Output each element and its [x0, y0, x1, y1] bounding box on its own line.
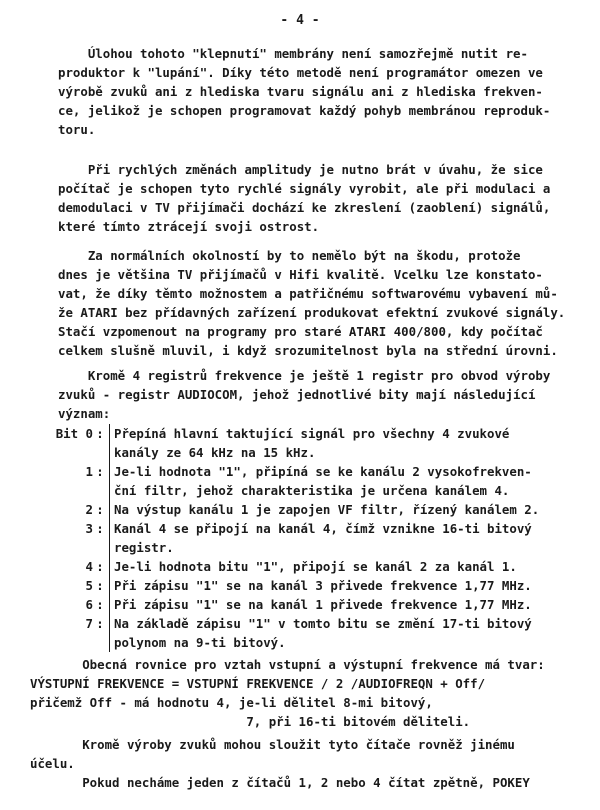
bit-label: 4: [85, 559, 93, 574]
paragraph-4: [58, 366, 558, 423]
bit-description: [109, 557, 554, 576]
text-line: celkem slušně mluvil, i když srozumitelnost byla na střední úrovni.: [58, 343, 558, 358]
paragraph-3: [58, 246, 566, 360]
text-line: výrobě zvuků ani z hlediska tvaru signálu ani z hlediska frekven-: [58, 84, 543, 99]
bit-label: 2: [85, 502, 93, 517]
text-line: vat, že díky těmto možnostem a patřičnému softwarovému vybavení mů-: [58, 286, 558, 301]
text-line: Přepíná hlavní taktující signál pro všechny 4 zvukové: [114, 426, 510, 441]
bit-separator: :: [96, 559, 104, 574]
text-line: Kromě výroby zvuků mohou sloužit tyto čítače rovněž jinému: [30, 737, 515, 752]
bit-description: [109, 595, 554, 614]
bit-row-0: [30, 424, 570, 462]
bit-row-7: [30, 614, 570, 652]
bit-table: [30, 424, 570, 652]
text-line: účelu.: [30, 756, 75, 771]
bit-row-5: [30, 576, 570, 595]
text-line: význam:: [58, 406, 111, 421]
text-line: kanály ze 64 kHz na 15 kHz.: [114, 445, 316, 460]
text-line: zvuků - registr AUDIOCOM, jehož jednotlivé bity mají následující: [58, 387, 536, 402]
text-line: Při zápisu "1" se na kanál 3 přivede frekvence 1,77 MHz.: [114, 578, 532, 593]
text-line: počítač je schopen tyto rychlé signály vyrobit, ale při modulaci a: [58, 181, 551, 196]
bit-separator: :: [96, 502, 104, 517]
text-line: Je-li hodnota "1", připíná se ke kanálu 2 vysokofrekven-: [114, 464, 532, 479]
bit-label: Bit 0: [55, 426, 93, 441]
bit-description: [109, 462, 554, 500]
text-line: ční filtr, jehož charakteristika je určena kanálem 4.: [114, 483, 510, 498]
text-line: Při zápisu "1" se na kanál 1 přivede frekvence 1,77 MHz.: [114, 597, 532, 612]
bit-row-4: [30, 557, 570, 576]
text-line: Při rychlých změnách amplitudy je nutno brát v úvahu, že sice: [58, 162, 543, 177]
bit-row-1: [30, 462, 570, 500]
text-line: Je-li hodnota bitu "1", připojí se kanál 2 za kanál 1.: [114, 559, 517, 574]
bit-label: 6: [85, 597, 93, 612]
paragraph-1: [58, 44, 558, 139]
text-line: Na výstup kanálu 1 je zapojen VF filtr, řízený kanálem 2.: [114, 502, 540, 517]
bit-row-6: [30, 595, 570, 614]
formula-block: [30, 655, 575, 731]
text-line: přičemž Off - má hodnotu 4, je-li dělitel 8-mi bitový,: [30, 695, 433, 710]
text-line: které tímto ztrácejí svoji ostrost.: [58, 219, 320, 234]
paragraph-2: [58, 160, 558, 236]
bit-separator: :: [96, 616, 104, 631]
text-line: Pokud necháme jeden z čítačů 1, 2 nebo 4 čítat zpětně, POKEY: [30, 775, 530, 790]
bit-separator: :: [96, 464, 104, 479]
text-line: Úlohou tohoto "klepnutí" membrány není samozřejmě nutit re-: [58, 46, 528, 61]
formula-line: VÝSTUPNÍ FREKVENCE = VSTUPNÍ FREKVENCE / 2 /AUDIOFREQN + Off/: [30, 676, 486, 691]
bit-description: [109, 519, 554, 557]
bit-label: 3: [85, 521, 93, 536]
bit-row-3: [30, 519, 570, 557]
text-line: produktor k "lupání". Díky této metodě není programátor omezen ve: [58, 65, 543, 80]
page-number: - 4 -: [280, 13, 320, 28]
text-line: že ATARI bez přídavných zařízení produkovat efektní zvukové signály.: [58, 305, 566, 320]
bit-label: 7: [85, 616, 93, 631]
text-line: dnes je většina TV přijímačů v Hifi kvalitě. Vcelku lze konstato-: [58, 267, 543, 282]
text-line: registr.: [114, 540, 174, 555]
text-line: Kromě 4 registrů frekvence je ještě 1 registr pro obvod výroby: [58, 368, 551, 383]
bit-separator: :: [96, 578, 104, 593]
text-line: Obecná rovnice pro vztah vstupní a výstupní frekvence má tvar:: [30, 657, 545, 672]
bit-separator: :: [96, 426, 104, 441]
text-line: Stačí vzpomenout na programy pro staré ATARI 400/800, kdy počítač: [58, 324, 543, 339]
bit-separator: :: [96, 597, 104, 612]
text-line: ce, jelikož je schopen programovat každý pohyb membránou reproduk-: [58, 103, 551, 118]
text-line: toru.: [58, 122, 96, 137]
bit-separator: :: [96, 521, 104, 536]
bit-description: [109, 500, 554, 519]
bit-description: [109, 614, 554, 652]
text-line: Na základě zápisu "1" v tomto bitu se změní 17-ti bitový: [114, 616, 532, 631]
bit-row-2: [30, 500, 570, 519]
bit-description: [109, 424, 554, 462]
bit-label: 1: [85, 464, 93, 479]
closing-paragraph: [30, 735, 575, 792]
text-line: polynom na 9-ti bitový.: [114, 635, 286, 650]
bit-description: [109, 576, 554, 595]
text-line: Kanál 4 se připojí na kanál 4, čímž vznikne 16-ti bitový: [114, 521, 532, 536]
bit-label: 5: [85, 578, 93, 593]
text-line: 7, při 16-ti bitovém děliteli.: [30, 714, 471, 729]
text-line: Za normálních okolností by to nemělo být na škodu, protože: [58, 248, 521, 263]
text-line: demodulaci v TV přijímači dochází ke zkreslení (zaoblení) signálů,: [58, 200, 551, 215]
